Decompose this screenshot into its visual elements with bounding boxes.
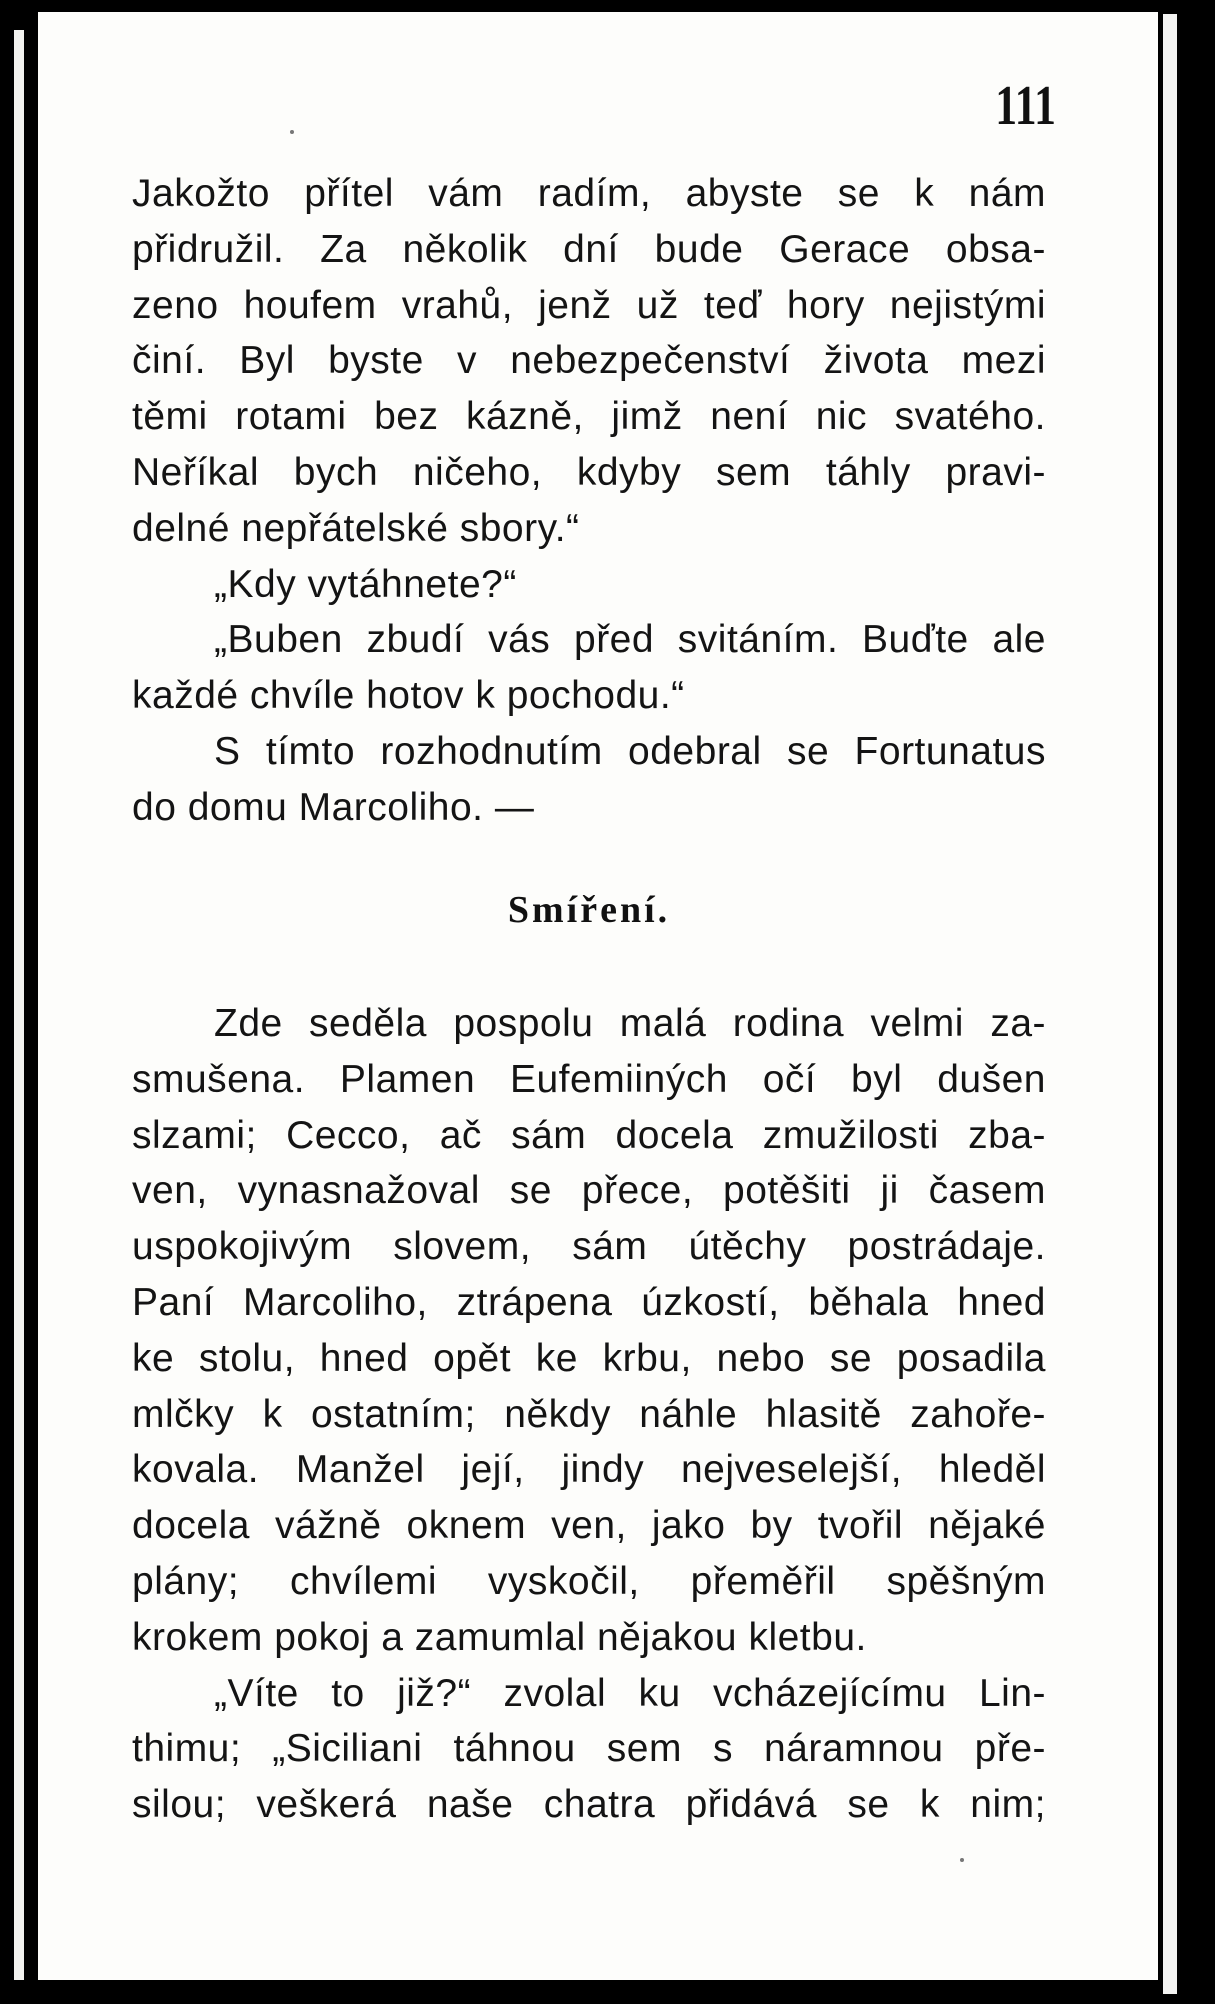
paper-speck [290, 130, 294, 134]
text-line: delné nepřátelské sbory.“ [132, 506, 580, 550]
text-line: docela vážně oknem ven, jako by tvořil nějaké [132, 1504, 1046, 1548]
page-number: 111 [995, 75, 1056, 137]
text-line: silou; veškerá naše chatra přidává se k nim; [132, 1783, 1046, 1827]
text-line: ven, vynasnažoval se přece, potěšiti ji časem [132, 1169, 1046, 1213]
text-line: přidružil. Za několik dní bude Gerace obsa- [132, 227, 1046, 271]
text-block-bottom [132, 996, 1046, 1833]
text-line: uspokojivým slovem, sám útěchy postrádaje. [132, 1225, 1046, 1269]
text-line: Paní Marcoliho, ztrápena úzkostí, běhala hned [132, 1280, 1046, 1324]
right-page-edge [1163, 14, 1177, 1994]
text-line: mlčky k ostatním; někdy náhle hlasitě zahoře- [132, 1392, 1046, 1436]
text-block-top [132, 166, 1046, 836]
text-line: každé chvíle hotov k pochodu.“ [132, 674, 685, 718]
text-line: plány; chvílemi vyskočil, přeměřil spěšným [132, 1559, 1046, 1603]
text-line: Jakožto přítel vám radím, abyste se k nám [132, 172, 1046, 215]
text-line: krokem pokoj a zamumlal nějakou kletbu. [132, 1615, 867, 1659]
text-line: „Víte to již?“ zvolal ku vcházejícímu Lin- [214, 1671, 1046, 1715]
text-line: „Buben zbudí vás před svitáním. Buďte ale [214, 618, 1046, 662]
text-line: kovala. Manžel její, jindy nejveselejší, hleděl [132, 1448, 1046, 1492]
paper-speck [960, 1858, 964, 1862]
section-heading: Smíření. [507, 889, 671, 931]
text-line: smušena. Plamen Eufemiiných očí byl dušen [132, 1057, 1046, 1101]
text-line: činí. Byl byste v nebezpečenství života mezi [132, 339, 1046, 383]
text-line: slzami; Cecco, ač sám docela zmužilosti zba- [132, 1113, 1046, 1157]
text-line: zeno houfem vrahů, jenž už teď hory nejistými [132, 283, 1046, 327]
text-line: thimu; „Siciliani táhnou sem s náramnou pře- [132, 1727, 1046, 1771]
text-line: do domu Marcoliho. — [132, 785, 535, 829]
left-page-edge [14, 30, 24, 1980]
text-line: „Kdy vytáhnete?“ [214, 562, 517, 606]
text-line: Neříkal bych ničeho, kdyby sem táhly pravi- [132, 450, 1046, 494]
text-line: Zde seděla pospolu malá rodina velmi za- [214, 1002, 1046, 1045]
text-line: ke stolu, hned opět ke krbu, nebo se posadila [132, 1336, 1046, 1380]
text-line: těmi rotami bez kázně, jimž není nic svatého. [132, 395, 1046, 439]
text-line: S tímto rozhodnutím odebral se Fortunatus [214, 729, 1046, 773]
